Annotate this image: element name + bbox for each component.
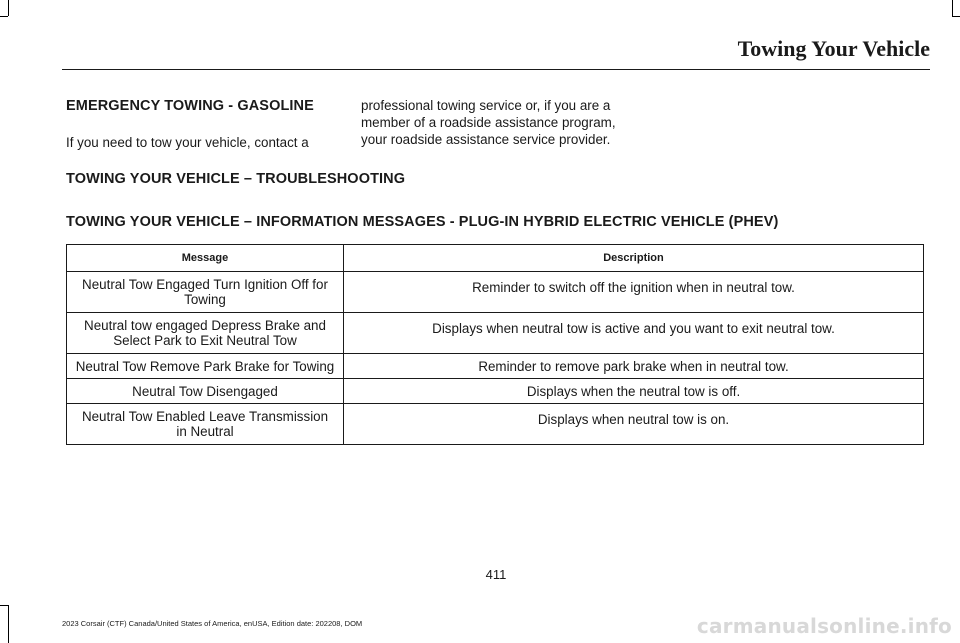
emergency-towing-heading: EMERGENCY TOWING - GASOLINE: [66, 98, 314, 114]
crop-mark-top-right-v: [952, 0, 953, 16]
emergency-paragraph-2: [361, 97, 616, 148]
message-line: Neutral Tow Disengaged: [132, 383, 278, 399]
crop-mark-top-right-h: [952, 16, 960, 17]
message-cell: [67, 404, 344, 445]
message-cell: [67, 354, 344, 379]
message-line: Neutral Tow Enabled Leave Transmission: [81, 409, 329, 424]
description-cell: Reminder to switch off the ignition when in neutral tow.: [344, 272, 924, 313]
crop-mark-top-left-h: [0, 16, 8, 17]
troubleshooting-heading: TOWING YOUR VEHICLE – TROUBLESHOOTING: [66, 171, 406, 187]
crop-mark-bottom-left-v: [8, 605, 9, 643]
message-line: in Neutral: [176, 424, 234, 439]
crop-mark-top-left-v: [8, 0, 9, 16]
information-messages-table: [66, 244, 924, 445]
running-title: Towing Your Vehicle: [737, 36, 930, 61]
description-cell: Displays when neutral tow is on.: [344, 404, 924, 445]
table-row: [67, 354, 924, 379]
table-header-row: [67, 245, 924, 272]
message-line: Neutral tow engaged Depress Brake and: [84, 318, 326, 333]
message-line: Neutral Tow Engaged Turn Ignition Off for: [82, 277, 328, 292]
message-line: Neutral Tow Remove Park Brake for Towing: [75, 358, 335, 374]
message-line: Select Park to Exit Neutral Tow: [113, 333, 297, 348]
message-cell: [67, 379, 344, 404]
message-cell: [67, 313, 344, 354]
emergency-paragraph-1: If you need to tow your vehicle, contact a: [66, 135, 309, 150]
table-row: [67, 272, 924, 313]
table-row: [67, 379, 924, 404]
crop-mark-bottom-left-h: [0, 605, 8, 606]
page-number: 411: [485, 567, 507, 582]
paragraph-line: member of a roadside assistance program,: [361, 115, 616, 130]
message-cell: [67, 272, 344, 313]
description-cell: Reminder to remove park brake when in neutral tow.: [344, 354, 924, 379]
message-line: Towing: [184, 292, 226, 307]
header-rule: [62, 69, 930, 70]
paragraph-line: your roadside assistance service provider.: [361, 132, 611, 147]
description-cell: Displays when the neutral tow is off.: [344, 379, 924, 404]
column-header-description: Description: [344, 245, 924, 272]
watermark: carmanualsonline.info: [696, 614, 952, 638]
edition-footer: 2023 Corsair (CTF) Canada/United States of America, enUSA, Edition date: 202208, DOM: [62, 619, 363, 628]
description-cell: Displays when neutral tow is active and you want to exit neutral tow.: [344, 313, 924, 354]
table-row: [67, 404, 924, 445]
column-header-message: Message: [67, 245, 344, 272]
information-messages-heading: TOWING YOUR VEHICLE – INFORMATION MESSAGES - PLUG-IN HYBRID ELECTRIC VEHICLE (PHEV): [66, 214, 779, 230]
paragraph-line: professional towing service or, if you are a: [361, 98, 611, 113]
table-row: [67, 313, 924, 354]
